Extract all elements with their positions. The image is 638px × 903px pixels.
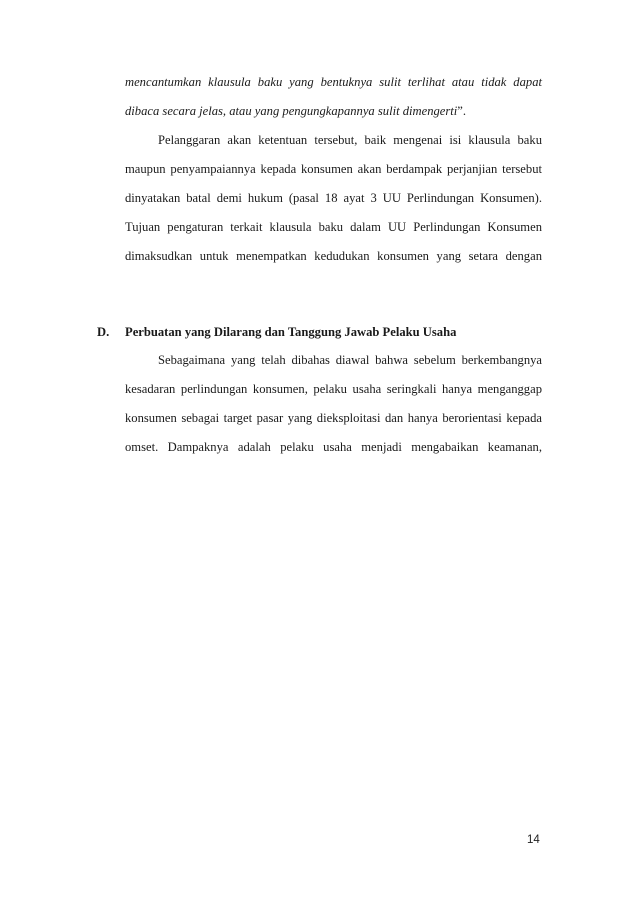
paragraph-line: konsumen sebagai target pasar yang dieksploitasi dan hanya berorientasi kepada [125,411,542,425]
quote-text: dibaca secara jelas, atau yang pengungkapannya sulit dimengerti [125,104,458,118]
section-title: Perbuatan yang Dilarang dan Tanggung Jawab Pelaku Usaha [125,325,457,339]
quote-close: ”. [457,104,467,118]
quote-line [125,101,466,121]
paragraph-line: maupun penyampaiannya kepada konsumen akan berdampak perjanjian tersebut [125,162,542,176]
paragraph-line: dimaksudkan untuk menempatkan kedudukan konsumen yang setara dengan [125,249,542,263]
paragraph-line: kesadaran perlindungan konsumen, pelaku usaha seringkali hanya menganggap [125,382,542,396]
paragraph-line: dinyatakan batal demi hukum (pasal 18 ayat 3 UU Perlindungan Konsumen). [125,191,542,205]
page-number: 14 [527,834,540,846]
paragraph-line: Sebagaimana yang telah dibahas diawal bahwa sebelum berkembangnya [158,353,542,367]
paragraph-line: Pelanggaran akan ketentuan tersebut, baik mengenai isi klausula baku [158,133,542,147]
paragraph-line: omset. Dampaknya adalah pelaku usaha menjadi mengabaikan keamanan, [125,440,542,454]
quote-line: mencantumkan klausula baku yang bentuknya sulit terlihat atau tidak dapat [125,75,542,89]
paragraph-line: Tujuan pengaturan terkait klausula baku dalam UU Perlindungan Konsumen [125,220,542,234]
section-letter: D. [97,325,110,339]
